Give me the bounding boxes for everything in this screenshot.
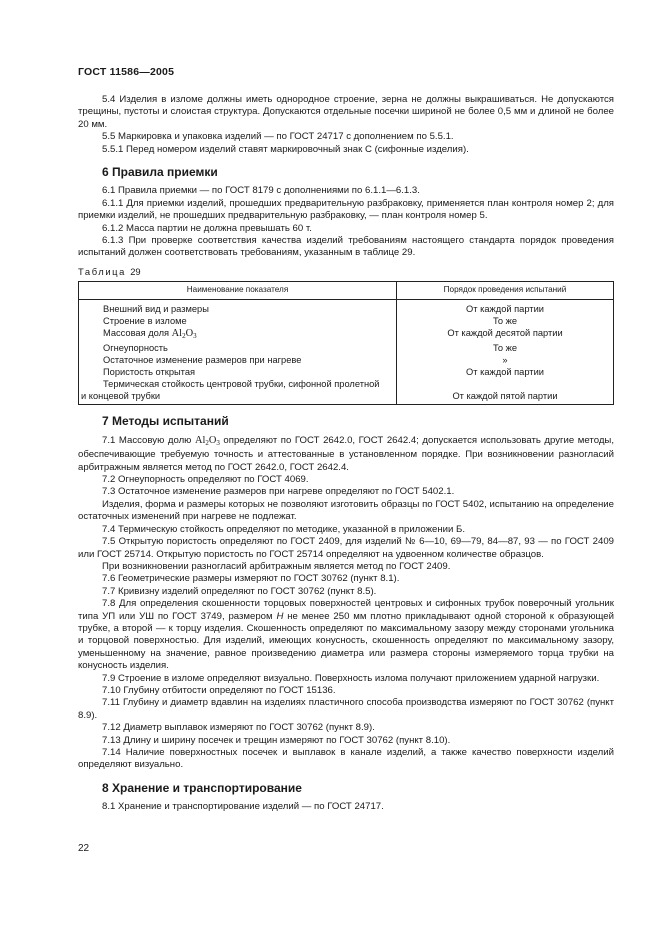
test-order-table — [78, 281, 614, 405]
table-cell-name: Термическая стойкость центровой трубки, сифонной пролетной — [103, 378, 380, 389]
clause-6-1-2: 6.1.2 Масса партии не должна превышать 60 т. — [102, 222, 312, 234]
table-cell-order: От каждой пятой партии — [397, 379, 614, 405]
clause-7-2: 7.2 Огнеупорность определяют по ГОСТ 4069. — [102, 474, 309, 486]
table-row — [79, 300, 614, 316]
table-cell-order: От каждой десятой партии — [397, 328, 614, 343]
clause-7-5: 7.5 Открытую пористость определяют по ГОСТ 2409, для изделий № 6—10, 69—79, 84—87, 93 — по ГОСТ 2409 или ГОСТ 25714. Открытую пористость по ГОСТ 25714 определяют на удвоенном количестве образцов. — [78, 536, 614, 560]
table-cell-order: От каждой партии — [397, 300, 614, 316]
clause-7-7: 7.7 Кривизну изделий определяют по ГОСТ 30762 (пункт 8.5). — [102, 585, 377, 597]
table-col1-header: Наименование показателя — [79, 282, 397, 300]
clause-6-1-1: 6.1.1 Для приемки изделий, прошедших предварительную разбраковку, применяется план контроля номер 2; для приемки изделий, не прошедших предварительную разбраковку, — план контроля номер 5. — [78, 197, 614, 222]
clause-7-3: 7.3 Остаточное изменение размеров при нагреве определяют по ГОСТ 5402.1. — [102, 486, 455, 498]
clause-7-11: 7.11 Глубину и диаметр вдавлин на изделиях пластичного способа производства измеряют по ГОСТ 30762 (пункт 8.9). — [78, 697, 614, 721]
table-caption-label: Таблица — [78, 265, 126, 277]
clause-6-1: 6.1 Правила приемки — по ГОСТ 8179 с дополнениями по 6.1.1—6.1.3. — [102, 185, 420, 197]
clause-7-5-note: При возникновении разногласий арбитражным является метод по ГОСТ 2409. — [102, 560, 451, 572]
section-7-title: 7 Методы испытаний — [102, 414, 229, 429]
section-8-title: 8 Хранение и транспортирование — [102, 780, 302, 795]
table-header-row — [79, 282, 614, 300]
clause-7-1: 7.1 Массовую долю $Al_2O_3$ определяют по ГОСТ 2642.0, ГОСТ 2642.4; допускается использовать другие методы, обеспечивающие требуемую точность и аттестованные в установленном порядке. При возникновении разногласий арбитражным является метод по ГОСТ 2642.0, ГОСТ 2642.4. — [78, 434, 614, 473]
page-number: 22 — [78, 843, 90, 854]
table-row — [79, 328, 614, 343]
formula-al2o3: $Al_2O_3$ — [194, 434, 220, 447]
table-row — [79, 343, 614, 355]
table-cell-name-cont: и концевой трубки — [81, 390, 161, 401]
table-row — [79, 367, 614, 379]
clause-7-13: 7.13 Длину и ширину посечек и трещин измеряют по ГОСТ 30762 (пункт 8.10). — [102, 734, 451, 746]
table-caption-number: 29 — [130, 265, 141, 277]
table-cell-name: Внешний вид и размеры — [103, 304, 209, 315]
table-row — [79, 379, 614, 405]
section-6-title: 6 Правила приемки — [102, 165, 218, 180]
clause-7-3-note: Изделия, форма и размеры которых не позволяют изготовить образцы по ГОСТ 5402, испытанию на определение остаточных изменений при нагреве не подлежат. — [78, 498, 614, 523]
table-cell-name: Пористость открытая — [103, 366, 196, 377]
table-cell-order: От каждой партии — [397, 367, 614, 379]
clause-7-4: 7.4 Термическую стойкость определяют по методике, указанной в приложении Б. — [102, 523, 466, 535]
table-col2-header: Порядок проведения испытаний — [397, 282, 614, 300]
table-row — [79, 355, 614, 367]
document-header: ГОСТ 11586—2005 — [78, 66, 175, 78]
table-cell-name: Огнеупорность — [103, 342, 168, 353]
document-body — [78, 94, 614, 814]
clause-7-9: 7.9 Строение в изломе определяют визуально. Поверхность излома получают приложением ударной нагрузки. — [102, 672, 600, 684]
table-cell-name: Строение в изломе — [103, 316, 187, 327]
table-cell-order: » — [397, 355, 614, 367]
clause-6-1-3: 6.1.3 При проверке соответствия качества изделий требованиям настоящего стандарта порядок проведения испытаний должен соответствовать требованиям, указанным в таблице 29. — [78, 235, 614, 259]
table-cell-name: Остаточное изменение размеров при нагреве — [103, 354, 302, 365]
table-cell-order: То же — [397, 343, 614, 355]
table-caption — [78, 266, 614, 278]
clause-5-4: 5.4 Изделия в изломе должны иметь однородное строение, зерна не должны выкрашиваться. Не допускаются трещины, пустоты и слоистая структура. Допускаются отдельные посечки шириной не более 0,5 мм и длиной не более 20 мм. — [78, 94, 614, 130]
clause-5-5: 5.5 Маркировка и упаковка изделий — по ГОСТ 24717 с дополнением по 5.5.1. — [102, 131, 454, 143]
table-cell-order: То же — [397, 316, 614, 328]
clause-7-8: 7.8 Для определения скошенности торцовых поверхностей центровых и сифонных трубок поверочный угольник типа УП или УШ по ГОСТ 3749, размером Н не менее 250 мм плотно прикладывают одной стороной к образующей трубке, а второй — к торцу изделия. Скошенность определяют по максимальному зазору между сторонами угольника и торцовой поверхностью. Для изделий, имеющих конусность, скошенность определяют по максимальному зазору, уменьшенному на значение, равное произведению диаметра или размера стороны измеряемого торца трубки на конусность изделия. — [78, 598, 614, 672]
table-cell-name: Массовая доля $Al_2O_3$ — [103, 328, 197, 340]
formula-al2o3: $Al_2O_3$ — [171, 328, 197, 340]
clause-7-12: 7.12 Диаметр выплавок измеряют по ГОСТ 30762 (пункт 8.9). — [102, 722, 375, 734]
clause-5-5-1: 5.5.1 Перед номером изделий ставят маркировочный знак С (сифонные изделия). — [102, 143, 469, 155]
clause-7-6: 7.6 Геометрические размеры измеряют по ГОСТ 30762 (пункт 8.1). — [102, 573, 400, 585]
table-row — [79, 316, 614, 328]
clause-7-10: 7.10 Глубину отбитости определяют по ГОСТ 15136. — [102, 684, 336, 696]
clause-7-14: 7.14 Наличие поверхностных посечек и выплавок в канале изделий, а также качество поверхности изделий определяют визуально. — [78, 747, 614, 771]
clause-8-1: 8.1 Хранение и транспортирование изделий — по ГОСТ 24717. — [102, 801, 384, 813]
